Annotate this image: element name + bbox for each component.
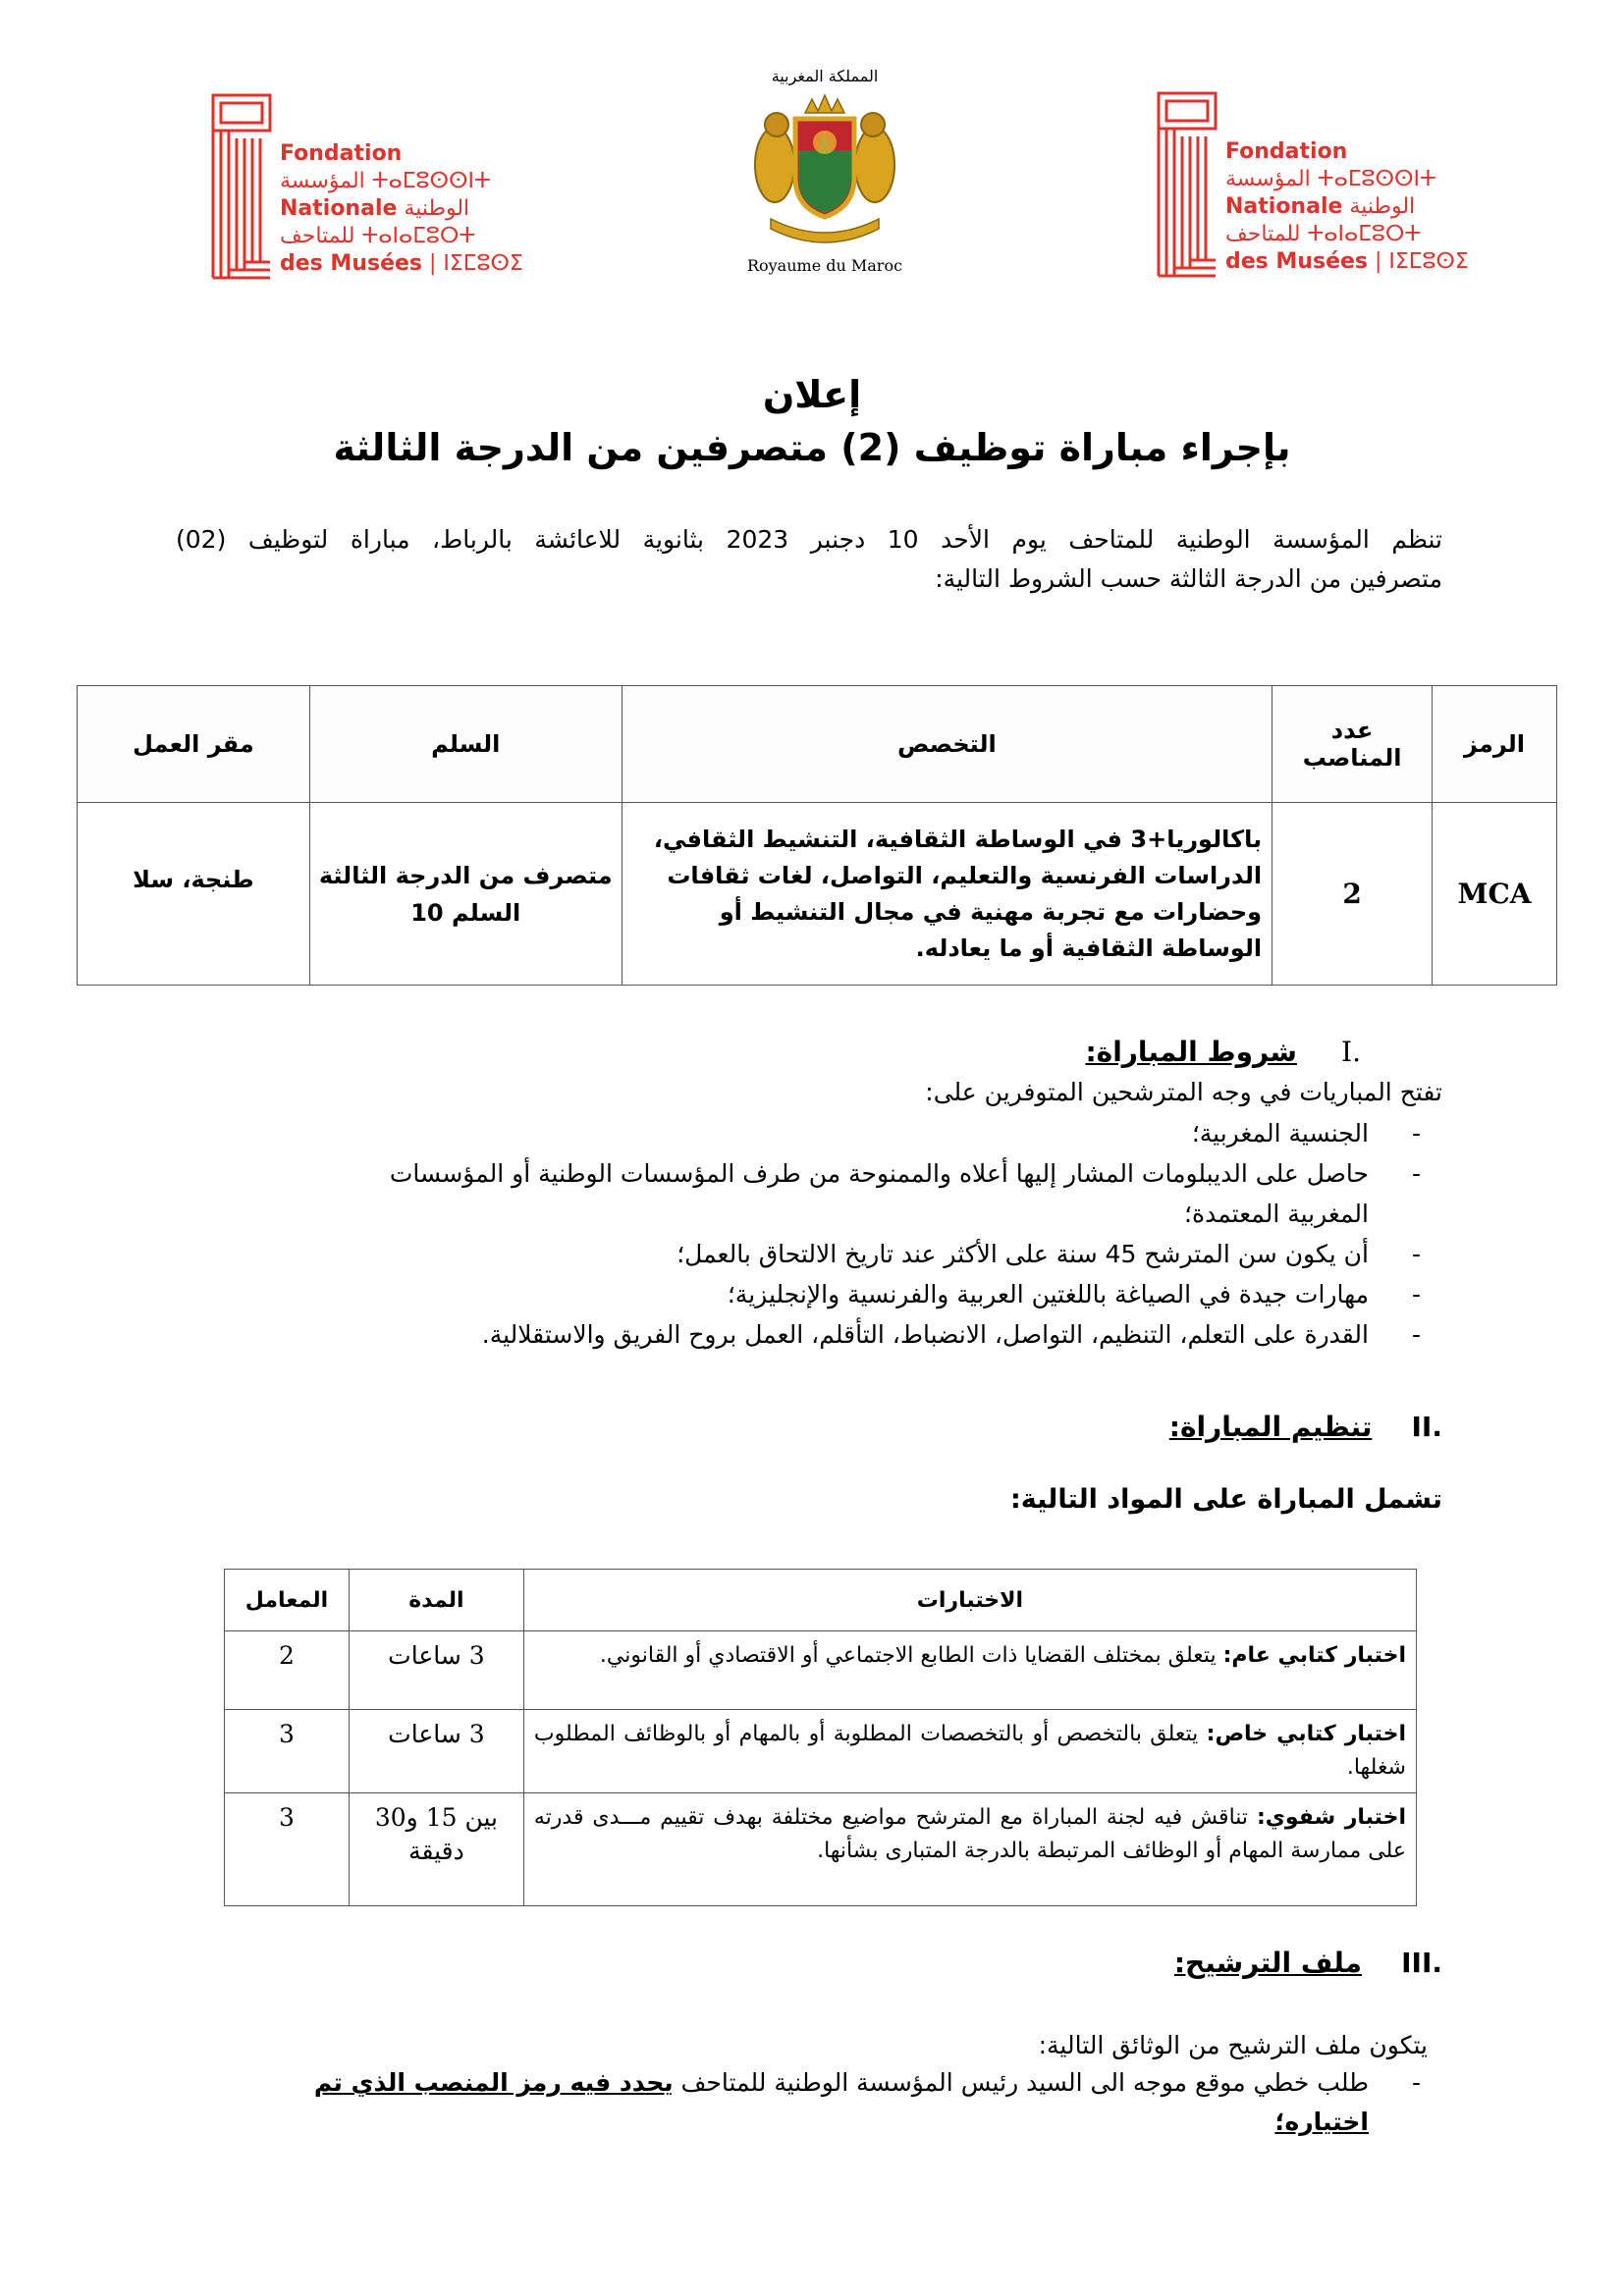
header-exams: الاختبارات <box>523 1570 1416 1631</box>
list-item-continuation: المغربية المعتمدة؛ <box>1184 1200 1369 1228</box>
header-grade: السلم <box>309 686 622 803</box>
header-code: الرمز <box>1433 686 1557 803</box>
section-1-number: I. <box>1341 1036 1361 1068</box>
section-3-title: ملف الترشيح: <box>1173 1947 1363 1979</box>
list-item-continuation: اختياره؛ <box>1274 2108 1369 2136</box>
table-row <box>225 1631 1417 1710</box>
section-3-lead: يتكون ملف الترشيح من الوثائق التالية: <box>1038 2031 1428 2059</box>
section-1-list <box>176 1114 1442 1356</box>
coat-of-arms-icon <box>751 91 898 248</box>
kingdom-fr-label: Royaume du Maroc <box>746 256 903 275</box>
cell-specialty: باكالوريا+3 في الوساطة الثقافية، التنشيط الثقافي، الدراسات الفرنسية والتعليم، التواصل، لغات ثقافات وحضارات مع تجربة مهنية في مجال التنشيط أو الوساطة الثقافية أو ما يعادله. <box>622 803 1272 986</box>
header-coefficient: المعامل <box>225 1570 350 1631</box>
royal-crest <box>731 67 918 302</box>
table-row <box>225 1710 1417 1793</box>
intro-paragraph <box>176 520 1442 599</box>
section-3-number: III. <box>1401 1947 1442 1979</box>
cell-code: MCA <box>1433 803 1557 986</box>
exam-duration: 3 ساعات <box>349 1710 523 1793</box>
header-specialty: التخصص <box>622 686 1272 803</box>
header-count: عدد المناصب <box>1272 686 1433 803</box>
cell-grade <box>309 803 622 986</box>
page-title <box>0 368 1624 474</box>
title-line-1: إعلان <box>762 373 862 416</box>
fnm-text: Fondation المؤسسة ⵜⴰⵎⵓⵙⵙⵏⵜ Nationale الوطنية للمتاحف ⵜⴰⵏⴰⵎⵓⵔⵜ des Musées | ⵏⵉⵎⵓⵙⵉ <box>1225 139 1469 274</box>
title-line-2: بإجراء مباراة توظيف (2) متصرفين من الدرجة الثالثة <box>333 426 1291 469</box>
section-2-heading <box>853 1411 1442 1443</box>
section-2-title: تنظيم المباراة: <box>1168 1411 1373 1443</box>
grade-line-2: السلم 10 <box>410 898 521 927</box>
list-item: - أن يكون سن المترشح 45 سنة على الأكثر عند تاريخ الالتحاق بالعمل؛ <box>677 1240 1421 1268</box>
cell-location: طنجة، سلا <box>78 803 310 986</box>
exam-coefficient: 3 <box>225 1710 350 1793</box>
exams-header-row <box>225 1570 1417 1631</box>
exam-duration: 3 ساعات <box>349 1631 523 1710</box>
intro-line-1: تنظم المؤسسة الوطنية للمتاحف يوم الأحد 10 دجنبر 2023 بثانوية للاعائشة بالرباط، مباراة لتوظيف (02) <box>176 525 1442 554</box>
exam-coefficient: 3 <box>225 1793 350 1906</box>
fnm-text: Fondation المؤسسة ⵜⴰⵎⵓⵙⵙⵏⵜ Nationale الوطنية للمتاحف ⵜⴰⵏⴰⵎⵓⵔⵜ des Musées | ⵏⵉⵎⵓⵙⵉ <box>280 141 523 276</box>
exam-description: اختبار شفوي: تناقش فيه لجنة المباراة مع المترشح مواضيع مختلفة بهدف تقييم مـــدى قدرته على ممارسة المهام أو الوظائف المرتبطة بالدرجة المتبارى بشأنها. <box>523 1793 1416 1906</box>
section-3-list <box>176 2063 1442 2142</box>
section-2-number: II. <box>1411 1411 1442 1443</box>
table-row <box>78 803 1557 986</box>
exam-description: اختبار كتابي خاص: يتعلق بالتخصص أو بالتخصصات المطلوبة أو بالمهام أو بالوظائف المطلوب شغلها. <box>523 1710 1416 1793</box>
exam-description: اختبار كتابي عام: يتعلق بمختلف القضايا ذات الطابع الاجتماعي أو الاقتصادي أو القانوني. <box>523 1631 1416 1710</box>
grade-line-1: متصرف من الدرجة الثالثة <box>318 861 613 889</box>
exam-coefficient: 2 <box>225 1631 350 1710</box>
positions-table <box>77 685 1557 986</box>
exam-duration: بين 15 و30 دقيقة <box>349 1793 523 1906</box>
positions-header-row <box>78 686 1557 803</box>
fnm-logo-right <box>1157 91 1481 288</box>
section-1-title: شروط المباراة: <box>1085 1036 1297 1068</box>
list-item: - حاصل على الديبلومات المشار إليها أعلاه والممنوحة من طرف المؤسسات الوطنية أو المؤسسات <box>389 1159 1421 1188</box>
fnm-mark-icon <box>211 93 272 280</box>
section-3-heading <box>853 1947 1442 1979</box>
section-2-lead: تشمل المباراة على المواد التالية: <box>1009 1484 1442 1515</box>
section-1-lead: تفتح المباريات في وجه المترشحين المتوفرين على: <box>925 1078 1442 1106</box>
table-row <box>225 1793 1417 1906</box>
cell-count: 2 <box>1272 803 1433 986</box>
list-item: - طلب خطي موقع موجه الى السيد رئيس المؤسسة الوطنية للمتاحف يحدد فيه رمز المنصب الذي تم <box>313 2068 1421 2097</box>
list-item: - القدرة على التعلم، التنظيم، التواصل، الانضباط، التأقلم، العمل بروح الفريق والاستقلالية. <box>481 1320 1421 1349</box>
header-duration: المدة <box>349 1570 523 1631</box>
kingdom-ar-label: المملكة المغربية <box>771 67 879 85</box>
fnm-mark-icon <box>1157 91 1218 278</box>
list-item: - الجنسية المغربية؛ <box>1191 1119 1421 1148</box>
header-location: مقر العمل <box>78 686 310 803</box>
fnm-logo-left <box>211 93 535 290</box>
section-1-heading <box>772 1036 1361 1068</box>
intro-line-2: متصرفين من الدرجة الثالثة حسب الشروط التالية: <box>935 564 1442 593</box>
list-item: - مهارات جيدة في الصياغة باللغتين العربية والفرنسية والإنجليزية؛ <box>727 1280 1421 1308</box>
exams-table <box>224 1569 1417 1906</box>
